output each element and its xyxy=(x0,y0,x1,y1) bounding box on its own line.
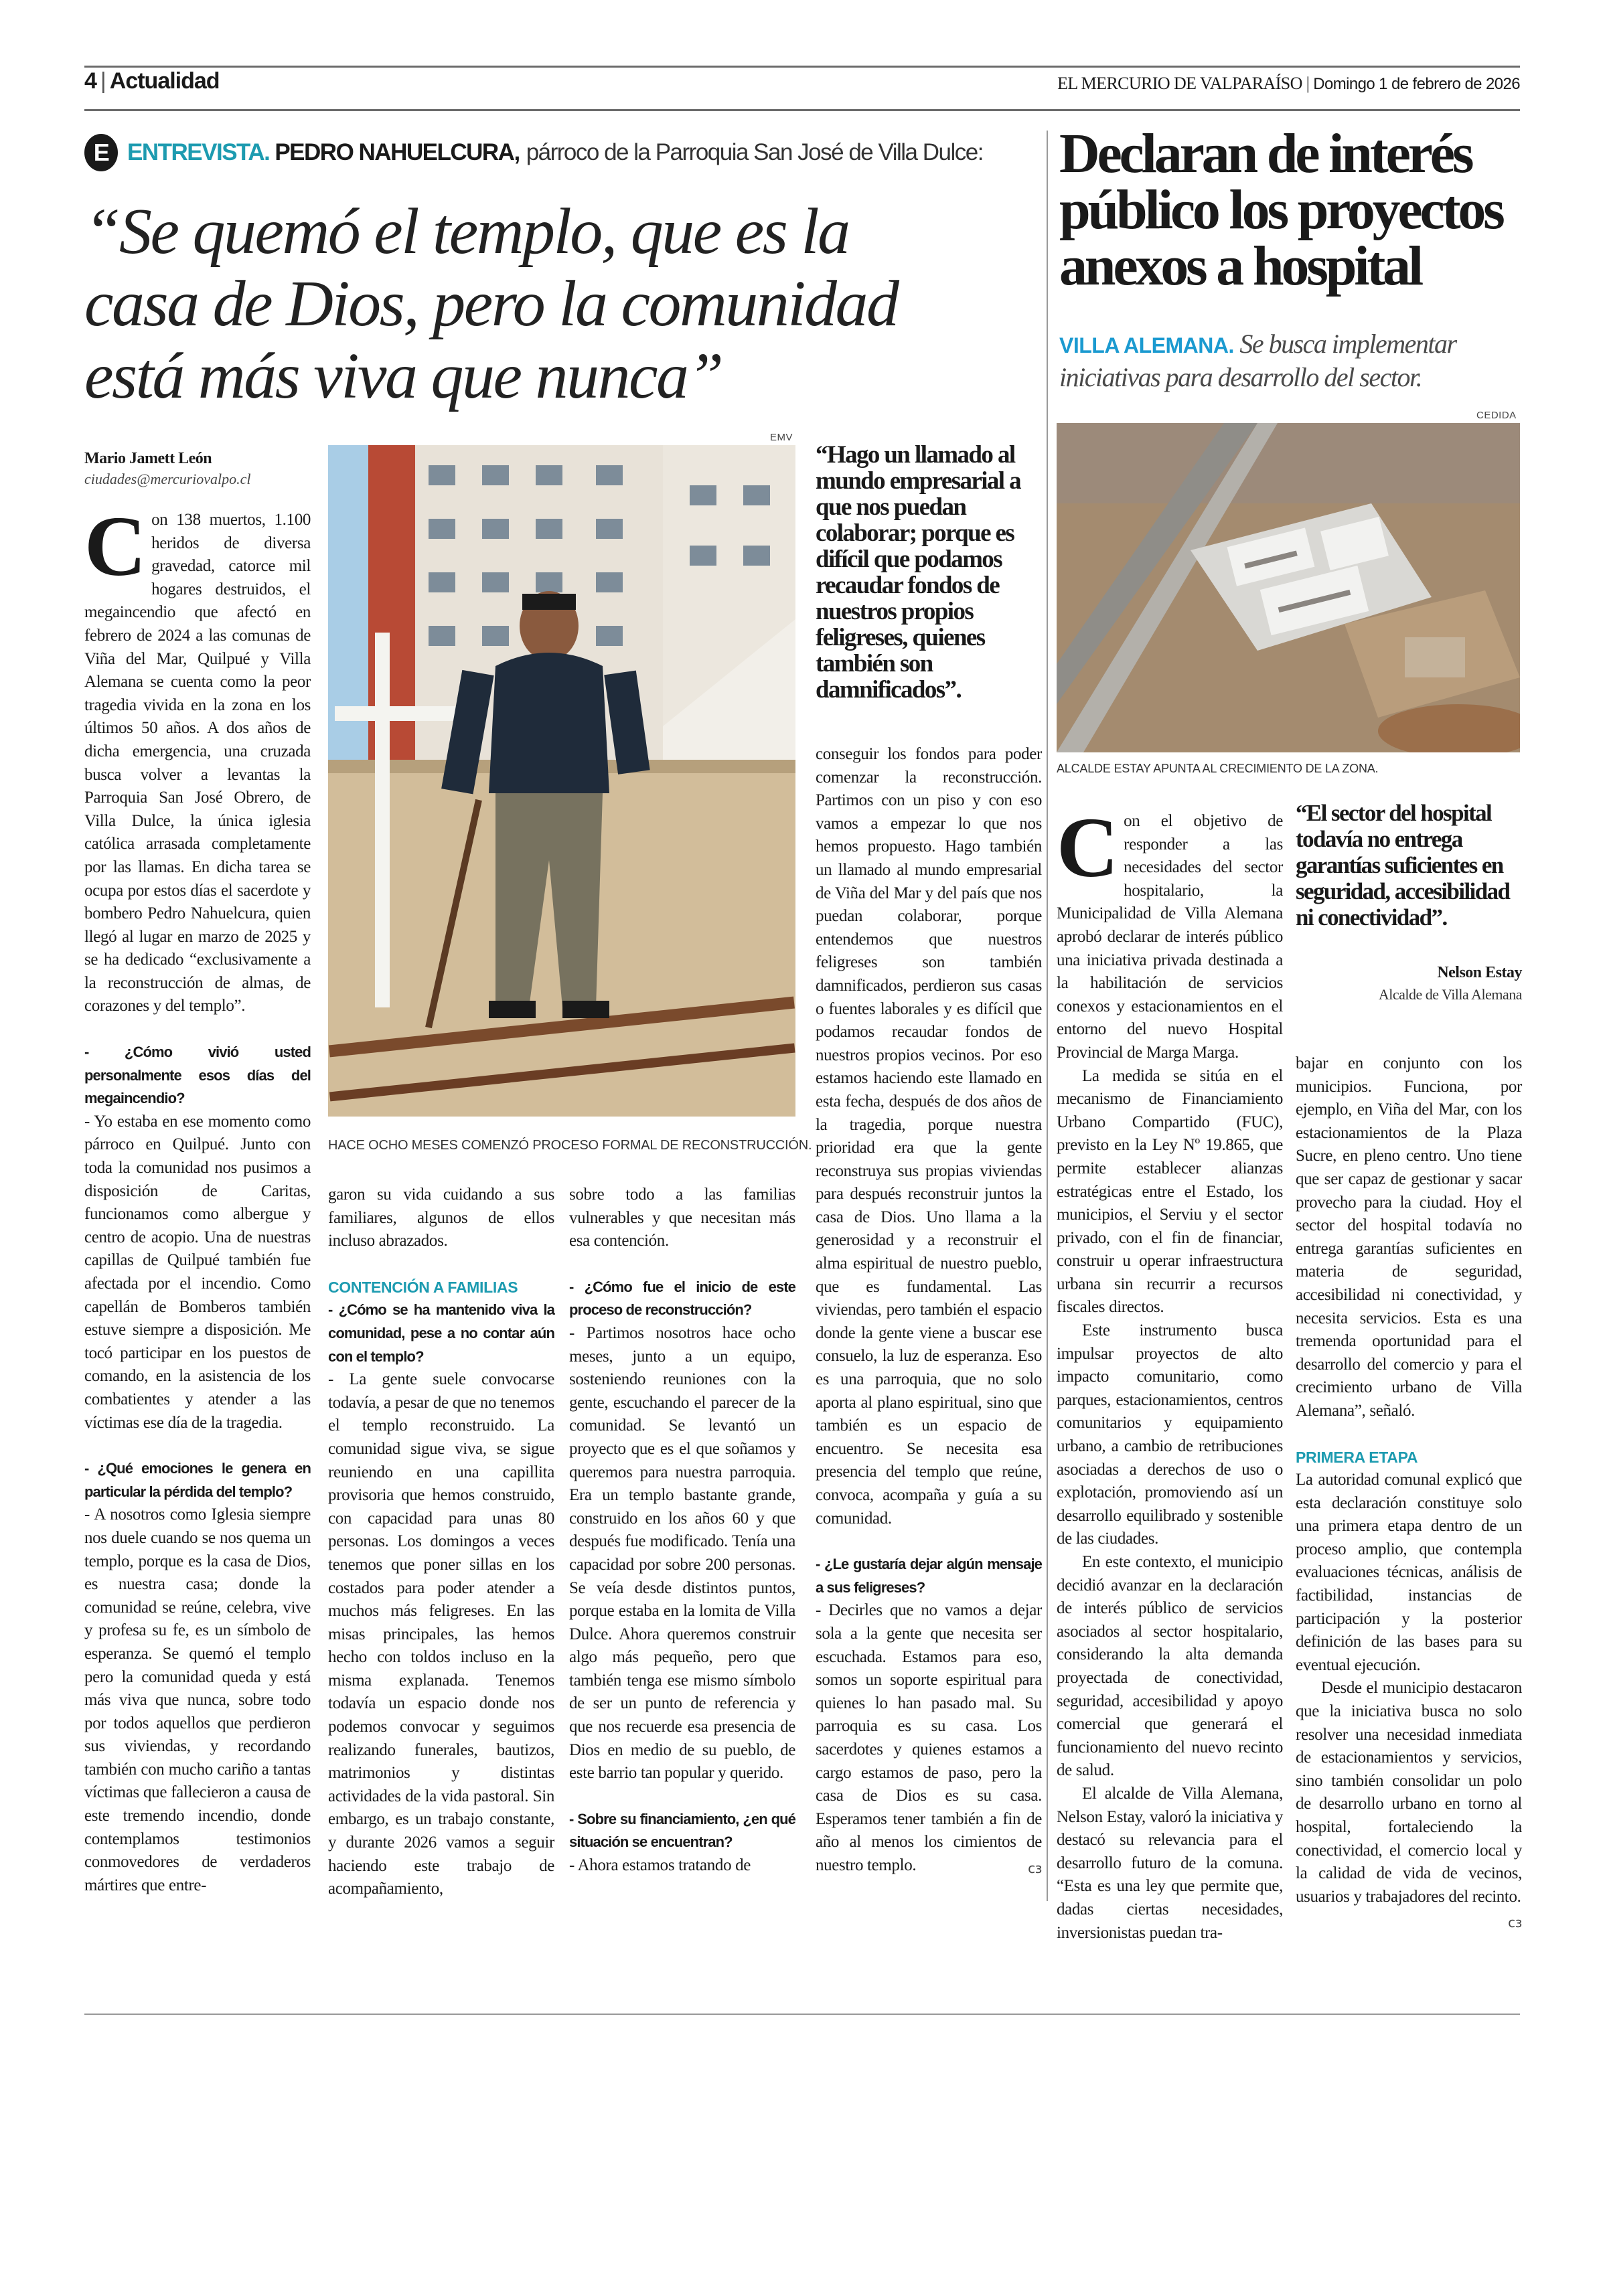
interview-badge-icon: E xyxy=(84,134,118,171)
interview-question: - ¿Cómo fue el inicio de este proceso de reconstrucción? xyxy=(569,1278,795,1319)
headline-line: “Se quemó el templo, que es la xyxy=(84,195,849,268)
hospital-column-2 xyxy=(1296,1052,1522,1935)
subheading: CONTENCIÓN A FAMILIAS xyxy=(328,1278,518,1296)
paragraph: La autoridad comunal explicó que esta declaración constituye solo una primera etapa dentro de un proceso amplio, que contempla evaluaciones técnicas, análisis de factibilidad, instancias de participación y la posterior definición de las bases para su eventual ejecución. xyxy=(1296,1471,1522,1674)
priest-photo-image xyxy=(328,445,795,1117)
headline-line: público los proyectos xyxy=(1059,179,1503,241)
publication-name: EL MERCURIO DE VALPARAÍSO xyxy=(1057,74,1302,93)
hospital-headline xyxy=(1059,122,1503,297)
end-mark-icon: cз xyxy=(1508,1914,1522,1931)
headline-line: está más viva que nunca” xyxy=(84,340,722,412)
separator: | xyxy=(100,68,106,94)
headline-line: anexos a hospital xyxy=(1059,235,1422,297)
interview-answer: - Ahora estamos tratando de xyxy=(569,1856,751,1875)
lead-paragraph: Con el objetivo de responder a las necesidades del sector hospitalario, la Municipalidad de Villa Alemana aprobó declarar de interés público una iniciativa privada destinada a la habilitación de servicios conexos y estacionamientos en el entorno del nuevo Hospital Provincial de Marga Marga. xyxy=(1057,800,1283,1062)
photo-credit: EMV xyxy=(770,432,793,443)
interview-headline xyxy=(84,195,1035,412)
hospital-aerial-photo xyxy=(1057,423,1520,752)
interview-answer: - A nosotros como Iglesia siempre nos duele cuando se nos quema un templo, porque es la casa de Dios, es nuestra casa; donde la comunidad se reúne, celebra, vive y profesa su fe, es un símbolo de esperanza. Se quemó el templo pero la comunidad queda y está más viva que nunca, sobre todo por todos aquellos que perdieron sus viviendas, y recordando también con mucho cariño a tantas víctimas que fallecieron a causa de este tremendo incendio, donde contemplamos testimonios conmovedores de verdaderos mártires que entre- xyxy=(84,1505,311,1894)
section-name: Actualidad xyxy=(109,68,220,94)
author-name: Mario Jamett León xyxy=(84,450,212,467)
interview-column-2 xyxy=(328,1183,554,1901)
kicker-name: PEDRO NAHUELCURA, xyxy=(275,139,520,165)
interview-answer: - Partimos nosotros hace ocho meses, junto a un equipo, sosteniendo reuniones con la gente, escuchando el parecer de la comunidad. Se levantó un proyecto que es el que soñamos y queremos para nuestra parroquia. Era un templo bastante grande, construido en los años 60 y que después fue modificado. Tenía una capacidad por sobre 200 personas. Se veía desde distintos puntos, porque estaba en la lomita de Villa Dulce. Ahora queremos construir algo más pequeño, pero que también tenga ese mismo símbolo de ser un punto de referencia y que nos recuerde esa presencia de Dios en medio de su pueblo, de este barrio tan popular y querido. xyxy=(569,1323,795,1783)
dropcap: C xyxy=(1057,800,1119,895)
paragraph: bajar en conjunto con los municipios. Funciona, por ejemplo, en Viña del Mar, con los estacionamientos de la Plaza Sucre, en pleno centro. Uno tiene que ser capaz de gestionar y sacar provecho para la ciudad. Hoy el sector del hospital todavía no entrega garantías suficientes en materia de seguridad, accesibilidad ni conectividad, y necesita servicios. Esta es una tremenda oportunidad para el desarrollo del comercio y para el crecimiento urbano de Villa Alemana”, señaló. xyxy=(1296,1054,1522,1420)
paragraph: garon su vida cuidando a sus familiares, algunos de ellos incluso abrazados. xyxy=(328,1185,554,1250)
subheading: PRIMERA ETAPA xyxy=(1296,1448,1418,1466)
interview-answer: - Yo estaba en ese momento como párroco en Quilpué. Junto con toda la comunidad nos pusimos a disposición de Caritas, funcionamos como albergue y centro de acopio. Una de nuestras capillas de Quilpué también fue afectada por el incendio. Como capellán de Bomberos también estuve siempre a disposición. Me tocó participar en los puestos de comando, en la asistencia de los combatientes y atender a las víctimas ese día de la tragedia. xyxy=(84,1112,311,1432)
paragraph: El alcalde de Villa Alemana, Nelson Estay, valoró la iniciativa y destacó su relevancia para el desarrollo futuro de la comuna. “Esta es una ley que permite que, dadas ciertas necesidades, inversionistas puedan tra- xyxy=(1057,1784,1283,1942)
paragraph: Este instrumento busca impulsar proyectos de alto impacto comunitario, como parques, estacionamientos, centros comunitarios y equipamiento urbano, a cambio de retribuciones asociadas a derechos de uso o explotación, promoviendo así un desarrollo equilibrado y sostenible de las ciudades. xyxy=(1057,1321,1283,1548)
paragraph: Desde el municipio destacaron que la iniciativa busca no solo resolver una necesidad inmediata de estacionamientos y servicios, sino también consolidar un polo de desarrollo urbano en torno al hospital, fortaleciendo la conectividad, el comercio local y la calidad de vida de vecinos, usuarios y trabajadores del recinto. cз xyxy=(1296,1677,1522,1908)
interview-column-4 xyxy=(816,743,1042,1880)
priest-photo xyxy=(328,445,795,1117)
quote-author: Nelson Estay xyxy=(1437,964,1522,981)
kicker-label: ENTREVISTA. xyxy=(127,139,270,165)
paragraph: La medida se sitúa en el mecanismo de Financiamiento Urbano Compartido (FUC), previsto en la Ley Nº 19.865, que permite establecer alianzas estratégicas entre el Estado, los municipios, el Serviu y el sector privado, con el fin de financiar, construir u operar infraestructura urbana sin recurrir a recursos fiscales directos. xyxy=(1057,1066,1283,1317)
interview-column-3 xyxy=(569,1183,795,1878)
interview-question: - ¿Cómo vivió usted personalmente esos días del megaincendio? xyxy=(84,1044,311,1107)
quote-attribution xyxy=(1296,964,1522,1003)
interview-answer: - Decirles que no vamos a dejar sola a la gente que necesita ser escuchada. Estamos para eso, somos un soporte espiritual para quienes lo han pasado mal. Su parroquia es su casa. Los sacerdotes y quienes estamos a cargo estamos de paso, pero la casa de Dios es su casa. Esperamos tener también a fin de año al menos los cimientos de nuestro templo. cз xyxy=(816,1599,1042,1877)
header-rule xyxy=(84,109,1520,111)
byline xyxy=(84,450,251,488)
headline-line: Declaran de interés xyxy=(1059,122,1472,185)
column-divider xyxy=(1047,131,1048,1901)
location-label: VILLA ALEMANA. xyxy=(1059,333,1234,357)
interview-question: - ¿Qué emociones le genera en particular la pérdida del templo? xyxy=(84,1460,311,1500)
issue-date: Domingo 1 de febrero de 2026 xyxy=(1313,75,1520,93)
interview-question: - ¿Cómo se ha mantenido viva la comunidad, pese a no contar aún con el templo? xyxy=(328,1301,554,1365)
interview-answer: - La gente suele convocarse todavía, a pesar de que no tenemos el templo reconstruido. La comunidad sigue viva, se sigue reuniendo en una capillita provisoria que hemos construido, con capacidad para unas 80 personas. Los domingos a veces tenemos que poner sillas en los costados para poder atender a muchos más feligreses. En las misas principales, las hemos hecho con toldos incluso en la misma explanada. Tenemos todavía un espacio donde nos podemos convocar y seguimos realizando funerales, bautizos, matrimonios y distintas actividades de la vida pastoral. Sin embargo, es un trabajo constante, y durante 2026 vamos a seguir haciendo este trabajo de acompañamiento, xyxy=(328,1370,554,1898)
interview-kicker xyxy=(84,134,983,171)
hospital-column-1 xyxy=(1057,800,1283,1945)
paragraph: En este contexto, el municipio decidió avanzar en la declaración de interés público de servicios asociados al sector hospitalario, considerando la alta demanda proyectada de conectividad, seguridad, accesibilidad y apoyo comercial que generará el funcionamiento del nuevo recinto de salud. xyxy=(1057,1553,1283,1780)
dropcap: C xyxy=(84,499,147,594)
lead-paragraph: Con 138 muertos, 1.100 heridos de diversa gravedad, catorce mil hogares destruidos, el megaincendio que afectó en febrero de 2024 a las comunas de Viña del Mar, Quilpué y Villa Alemana se cuenta como la peor tragedia vivida en la zona en los últimos 50 años. A dos años de dicha emergencia, una cruzada busca volver a levantas la Parroquia San José Obrero, de Villa Dulce, la única iglesia católica arrasada completamente por las llamas. En dicha tarea se ocupa por estos días el sacerdote y bombero Pedro Nahuelcura, quien llegó al lugar en marzo de 2025 y se ha dedicado “exclusivamente a la reconstrucción de almas, de corazones y del templo”. xyxy=(84,499,311,1015)
interview-question: - Sobre su financiamiento, ¿en qué situación se encuentran? xyxy=(569,1810,795,1851)
page-section xyxy=(84,68,220,94)
subheadline-text: Se busca implementar iniciativas para desarrollo del sector. xyxy=(1059,329,1456,392)
interview-question: - ¿Le gustaría dejar algún mensaje a sus feligreses? xyxy=(816,1556,1042,1596)
kicker-role: párroco de la Parroquia San José de Villa Dulce: xyxy=(526,139,983,165)
end-mark-icon: cз xyxy=(1028,1860,1042,1876)
masthead-date xyxy=(1057,74,1520,94)
bottom-rule xyxy=(84,2014,1520,2015)
photo-credit: CEDIDA xyxy=(1476,410,1517,421)
priest-photo-caption: HACE OCHO MESES COMENZÓ PROCESO FORMAL DE RECONSTRUCCIÓN. xyxy=(328,1138,812,1153)
interview-answer: conseguir los fondos para poder comenzar la reconstrucción. Partimos con un piso y con eso vamos a empezar lo que nos hemos propuesto. Hago también un llamado al mundo empresarial de Viña del Mar y del país que nos puedan colaborar, porque entendemos que nuestros feligreses son también damnificados, perdieron sus casas o fuentes laborales y es difícil que podamos recaudar fondos de nuestros propios vecinos. Por eso estamos haciendo este llamado en esta fecha, después de dos años de la tragedia, porque nuestra prioridad era que la gente reconstruya sus propias viviendas para después reconstruir juntos la casa de Dios. Uno llama a la generosidad y a reconstruir el alma espiritual de nuestro pueblo, que es fundamental. Las viviendas, pero también el espacio donde la gente viene a buscar ese consuelo, la luz de esperanza. Eso es una parroquia, que no solo aporta al plano espiritual, sino que también es un espacio de encuentro. Se necesita esa presencia del templo que reúne, convoca, acompaña y guía a su comunidad. xyxy=(816,745,1042,1528)
hospital-photo-caption: ALCALDE ESTAY APUNTA AL CRECIMIENTO DE LA ZONA. xyxy=(1057,762,1379,775)
hospital-pull-quote: “El sector del hospital todavía no entrega garantías suficientes en seguridad, accesibilidad ni conectividad”. xyxy=(1296,800,1510,930)
pull-quote: “Hago un llamado al mundo empresarial a que nos puedan colaborar; porque es difícil que podamos recaudar fondos de nuestros propios feligreses, quienes también son damnificados”. xyxy=(816,441,1021,704)
author-email: ciudades@mercuriovalpo.cl xyxy=(84,471,251,487)
paragraph: sobre todo a las familias vulnerables y que necesitan más esa contención. xyxy=(569,1185,795,1250)
interview-column-1 xyxy=(84,499,311,1897)
page-number: 4 xyxy=(84,68,96,94)
quote-author-title: Alcalde de Villa Alemana xyxy=(1378,986,1522,1003)
headline-line: casa de Dios, pero la comunidad xyxy=(84,268,898,340)
aerial-photo-image xyxy=(1057,423,1520,752)
hospital-subheadline xyxy=(1059,328,1528,394)
separator: | xyxy=(1306,74,1314,93)
top-rule xyxy=(84,66,1520,68)
